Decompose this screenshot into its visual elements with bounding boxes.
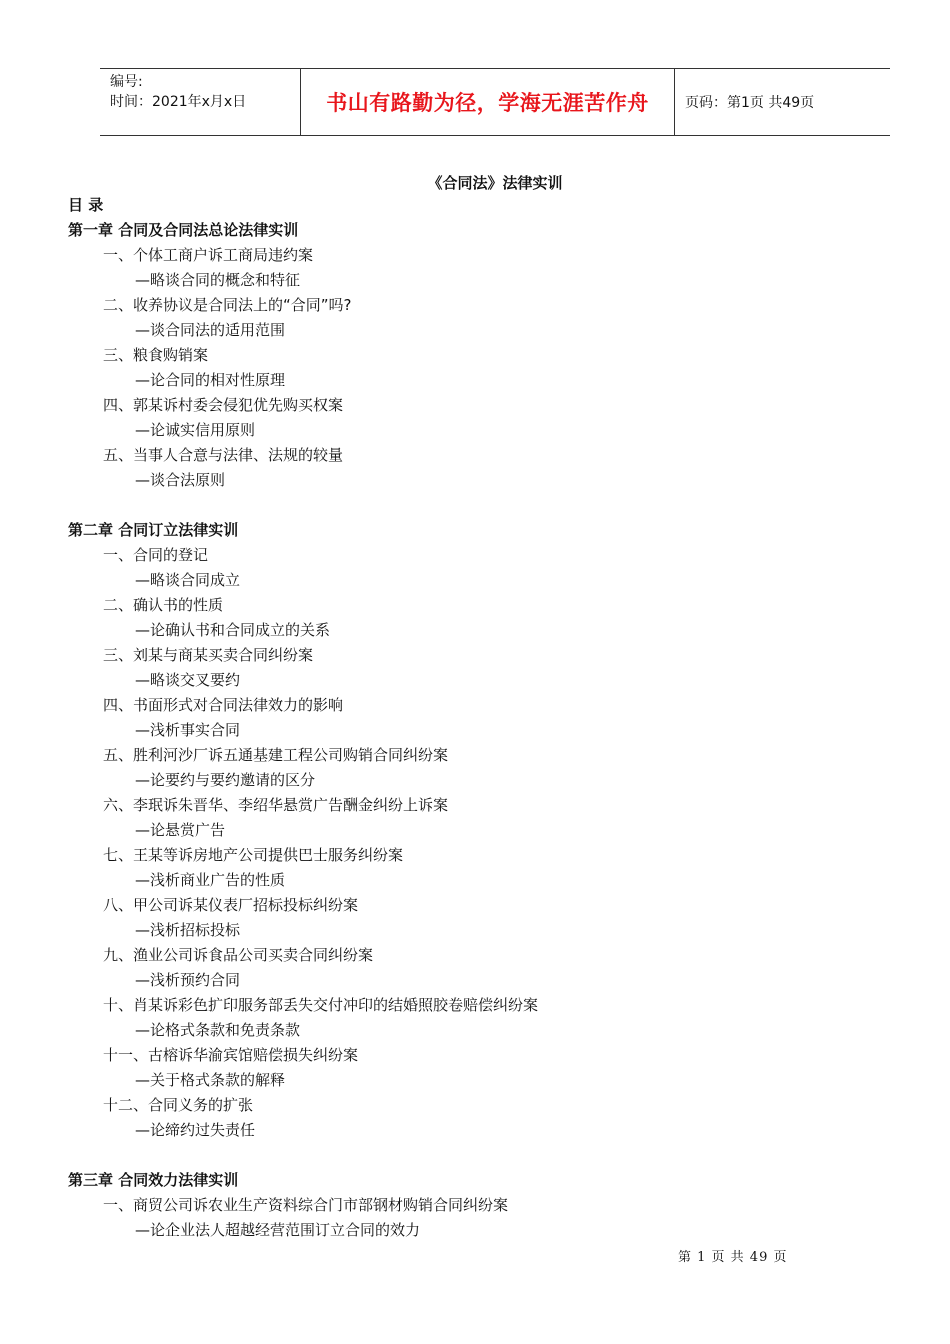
toc-entry-subtitle: —论确认书和合同成立的关系 xyxy=(135,621,331,639)
toc-entry-subtitle: —论格式条款和免责条款 xyxy=(135,1021,301,1039)
toc-entry-subtitle: —论缔约过失责任 xyxy=(135,1121,256,1139)
toc-heading: 目 录 xyxy=(68,196,104,214)
toc-entry-subtitle: —略谈交叉要约 xyxy=(135,671,241,689)
toc-entry: 三、刘某与商某买卖合同纠纷案 xyxy=(103,646,314,664)
chapter-title: 第二章 合同订立法律实训 xyxy=(68,521,239,539)
toc-entry-subtitle: —论诚实信用原则 xyxy=(135,421,256,439)
toc-entry: 一、商贸公司诉农业生产资料综合门市部钢材购销合同纠纷案 xyxy=(103,1196,509,1214)
toc-entry-subtitle: —浅析预约合同 xyxy=(135,971,241,989)
toc-entry-subtitle: —论合同的相对性原理 xyxy=(135,371,286,389)
chapter-spacer xyxy=(68,493,908,518)
header-page-info: 页码：第1页 共49页 xyxy=(685,95,815,111)
toc-entry-subtitle: —论悬赏广告 xyxy=(135,821,226,839)
toc-entry: 十一、古榕诉华渝宾馆赔偿损失纠纷案 xyxy=(103,1046,359,1064)
page-header xyxy=(100,68,890,136)
header-meta xyxy=(100,69,301,135)
toc-entry: 五、当事人合意与法律、法规的较量 xyxy=(103,446,344,464)
toc-entry: 七、王某等诉房地产公司提供巴士服务纠纷案 xyxy=(103,846,404,864)
toc-entry: 二、确认书的性质 xyxy=(103,596,224,614)
toc-entry: 八、甲公司诉某仪表厂招标投标纠纷案 xyxy=(103,896,359,914)
toc-entry-subtitle: —浅析商业广告的性质 xyxy=(135,871,286,889)
toc-entry: 一、个体工商户诉工商局违约案 xyxy=(103,246,314,264)
time-label: 时间：2021年x月x日 xyxy=(110,94,247,110)
toc-entry: 一、合同的登记 xyxy=(103,546,209,564)
table-of-contents xyxy=(68,193,908,1243)
toc-entry-subtitle: —略谈合同成立 xyxy=(135,571,241,589)
toc-entry: 六、李珉诉朱晋华、李绍华悬赏广告酬金纠纷上诉案 xyxy=(103,796,449,814)
header-motto: 书山有路勤为径，学海无涯苦作舟 xyxy=(301,69,675,135)
toc-entry-subtitle: —谈合法原则 xyxy=(135,471,226,489)
toc-entry: 四、郭某诉村委会侵犯优先购买权案 xyxy=(103,396,344,414)
chapter-spacer xyxy=(68,1143,908,1168)
toc-entry-subtitle: —浅析招标投标 xyxy=(135,921,241,939)
toc-entry: 三、粮食购销案 xyxy=(103,346,209,364)
toc-entry-subtitle: —谈合同法的适用范围 xyxy=(135,321,286,339)
page-footer: 第 1 页 共 49 页 xyxy=(678,1250,788,1265)
toc-entry-subtitle: —浅析事实合同 xyxy=(135,721,241,739)
toc-entry-subtitle: —论要约与要约邀请的区分 xyxy=(135,771,316,789)
toc-entry: 十二、合同义务的扩张 xyxy=(103,1096,254,1114)
toc-entry: 四、书面形式对合同法律效力的影响 xyxy=(103,696,344,714)
toc-entry: 九、渔业公司诉食品公司买卖合同纠纷案 xyxy=(103,946,374,964)
chapter-title: 第三章 合同效力法律实训 xyxy=(68,1171,239,1189)
toc-entry: 五、胜利河沙厂诉五通基建工程公司购销合同纠纷案 xyxy=(103,746,449,764)
toc-entry: 二、收养协议是合同法上的“合同”吗? xyxy=(103,296,352,314)
toc-entry: 十、肖某诉彩色扩印服务部丢失交付冲印的结婚照胶卷赔偿纠纷案 xyxy=(103,996,539,1014)
chapter-title: 第一章 合同及合同法总论法律实训 xyxy=(68,221,299,239)
toc-entry-subtitle: —略谈合同的概念和特征 xyxy=(135,271,301,289)
toc-entry-subtitle: —论企业法人超越经营范围订立合同的效力 xyxy=(135,1221,421,1239)
document-title: 《合同法》法律实训 xyxy=(427,174,563,192)
toc-entry-subtitle: —关于格式条款的解释 xyxy=(135,1071,286,1089)
number-label: 编号: xyxy=(110,74,143,90)
